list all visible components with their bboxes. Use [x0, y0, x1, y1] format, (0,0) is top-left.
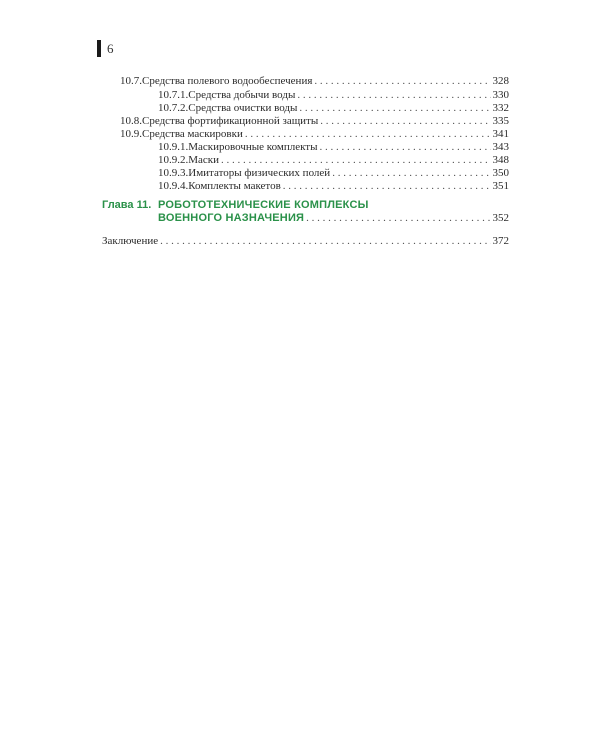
toc-entry-number: 10.9.4.	[158, 180, 189, 192]
toc-entry-page: 330	[492, 89, 509, 101]
toc-entry[interactable]	[158, 154, 509, 167]
conclusion-title: Заключение	[102, 235, 159, 247]
toc-entry-number: 10.7.1.	[158, 89, 189, 101]
toc-leader-dots	[160, 235, 490, 248]
toc-entry-page: 328	[492, 75, 509, 87]
toc-leader-dots	[320, 141, 491, 154]
toc-entry[interactable]	[120, 115, 509, 128]
toc-entry-title: Средства фортификационной защиты	[142, 115, 319, 127]
toc-leader-dots	[297, 89, 490, 102]
toc-entry-page: 332	[492, 102, 509, 114]
chapter-label: Глава 11.	[102, 199, 152, 211]
toc-leader-dots	[245, 128, 491, 141]
toc-entry-page: 350	[492, 167, 509, 179]
toc-entry-title: Средства очистки воды	[188, 102, 298, 114]
toc-entry-page: 348	[492, 154, 509, 166]
page-number: 6	[107, 40, 114, 56]
toc-leader-dots	[221, 154, 490, 167]
conclusion-page: 372	[492, 235, 509, 247]
chapter-page: 352	[492, 212, 509, 224]
toc-entry-title: Средства маскировки	[142, 128, 243, 140]
toc-entry-page: 351	[492, 180, 509, 192]
toc-entry[interactable]	[158, 89, 509, 102]
toc-entry-number: 10.9.	[120, 128, 142, 140]
toc-entry[interactable]	[158, 141, 509, 154]
toc-entry-number: 10.9.3.	[158, 167, 189, 179]
toc-entry-page: 343	[492, 141, 509, 153]
toc-entry-title: Маски	[188, 154, 220, 166]
toc-entry-number: 10.9.1.	[158, 141, 189, 153]
chapter-title-line1[interactable]: РОБОТОТЕХНИЧЕСКИЕ КОМПЛЕКСЫ	[158, 199, 369, 211]
toc-entry-title: Маскировочные комплекты	[188, 141, 318, 153]
toc-entry[interactable]	[158, 102, 509, 115]
toc-entry-page: 341	[492, 128, 509, 140]
toc-leader-dots	[299, 102, 490, 115]
toc-entry-number: 10.7.	[120, 75, 142, 87]
toc-entry[interactable]	[120, 128, 509, 141]
toc-entry[interactable]	[158, 180, 509, 193]
toc-entry-title: Средства добычи воды	[188, 89, 296, 101]
toc-entry-conclusion[interactable]	[102, 235, 509, 248]
chapter-title-line2: ВОЕННОГО НАЗНАЧЕНИЯ	[158, 212, 305, 224]
toc-entry[interactable]	[120, 75, 509, 88]
toc-leader-dots	[306, 212, 490, 225]
toc-entry-page: 335	[492, 115, 509, 127]
toc-leader-dots	[314, 75, 490, 88]
toc-entry-title: Комплекты макетов	[188, 180, 281, 192]
toc-entry-number: 10.7.2.	[158, 102, 189, 114]
toc-entry-number: 10.8.	[120, 115, 142, 127]
toc-leader-dots	[320, 115, 490, 128]
toc-entry-title: Средства полевого водообеспечения	[142, 75, 313, 87]
chapter-entry[interactable]	[158, 212, 509, 225]
toc-leader-dots	[332, 167, 490, 180]
toc-entry[interactable]	[158, 167, 509, 180]
toc-entry-title: Имитаторы физических полей	[188, 167, 331, 179]
toc-leader-dots	[283, 180, 491, 193]
toc-entry-number: 10.9.2.	[158, 154, 189, 166]
